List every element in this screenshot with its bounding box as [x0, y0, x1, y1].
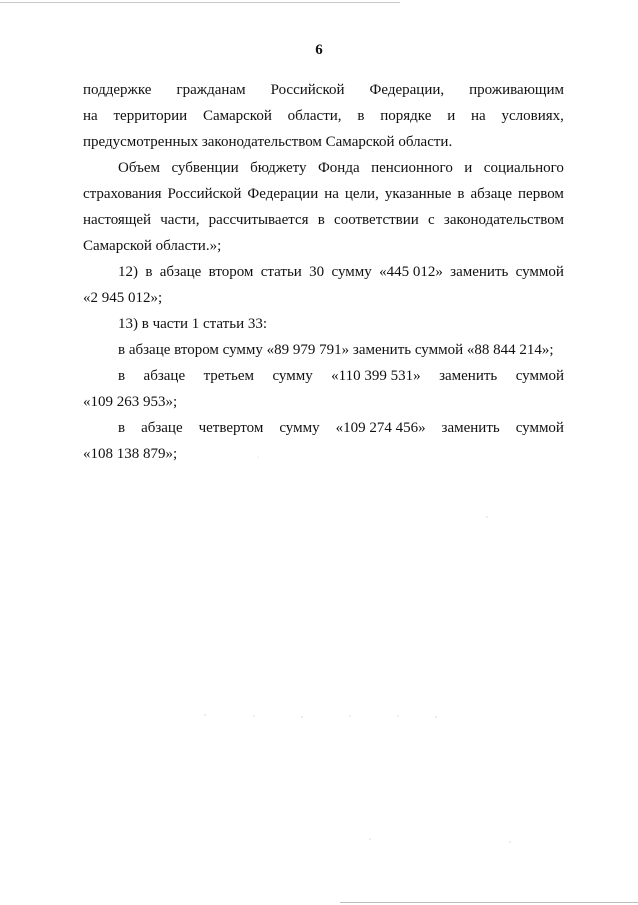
text-line: Самарской области.»;	[83, 238, 222, 254]
paragraph	[83, 415, 564, 467]
word: в	[145, 264, 153, 280]
word: абзаце	[159, 264, 202, 280]
word: Российской	[270, 82, 345, 98]
word: Фонда	[317, 160, 360, 176]
word: суммой	[515, 368, 564, 384]
word: законодательством	[443, 212, 564, 228]
text-line: 13) в части 1 статьи 33:	[118, 316, 268, 332]
word: и	[447, 108, 456, 124]
document-body	[83, 77, 564, 467]
word: «445 012»	[379, 264, 443, 280]
word: с	[428, 212, 435, 228]
text-line: предусмотренных законодательством Самарской области.	[83, 134, 453, 150]
paragraph	[83, 363, 564, 415]
word: настоящей	[83, 212, 152, 228]
paragraph	[83, 77, 564, 155]
word: сумму	[331, 264, 372, 280]
text-line	[83, 207, 564, 233]
word: субвенции	[171, 160, 239, 176]
word: и	[464, 160, 473, 176]
word: цели,	[344, 186, 379, 202]
word: в	[317, 212, 325, 228]
word: суммой	[515, 420, 564, 436]
scan-edge-top	[0, 2, 400, 3]
word: на	[83, 108, 98, 124]
page-number: 6	[315, 42, 323, 58]
word: Российской	[167, 186, 242, 202]
text-line	[83, 77, 564, 103]
word: поддержке	[83, 82, 152, 98]
word: абзаце	[141, 420, 183, 436]
word: заменить	[439, 368, 498, 384]
word: бюджету	[250, 160, 307, 176]
text-line: в абзаце втором сумму «89 979 791» заменить суммой «88 844 214»;	[118, 342, 554, 358]
word: сумму	[272, 368, 313, 384]
text-line	[83, 155, 564, 181]
word: указанные	[384, 186, 452, 202]
paragraph	[83, 259, 564, 311]
word: в	[357, 108, 365, 124]
text-line: «2 945 012»;	[83, 290, 163, 306]
word: «110 399 531»	[331, 368, 421, 384]
word: рассчитывается	[208, 212, 309, 228]
word: на	[471, 108, 486, 124]
word: абзаце	[143, 368, 186, 384]
text-line	[83, 363, 564, 389]
word: первом	[518, 186, 564, 202]
word: заменить	[441, 420, 500, 436]
word: «109 274 456»	[335, 420, 426, 436]
word: области,	[287, 108, 342, 124]
word: порядке	[380, 108, 432, 124]
word: Федерации,	[369, 82, 445, 98]
word: части,	[160, 212, 200, 228]
word: гражданам	[176, 82, 246, 98]
word: социального	[483, 160, 564, 176]
paragraph	[83, 337, 564, 363]
word: проживающим	[469, 82, 564, 98]
word: на	[324, 186, 339, 202]
word: заменить	[450, 264, 509, 280]
text-line	[83, 181, 564, 207]
word: четвертом	[198, 420, 264, 436]
word: в	[118, 420, 126, 436]
word: Самарской	[202, 108, 272, 124]
text-line	[83, 259, 564, 285]
word: в	[118, 368, 126, 384]
word: Федерации	[247, 186, 319, 202]
word: третьем	[203, 368, 255, 384]
word: втором	[208, 264, 254, 280]
paragraph	[83, 155, 564, 259]
word: соответствии	[334, 212, 419, 228]
paragraph	[83, 311, 564, 337]
text-line	[83, 103, 564, 129]
word: 30	[309, 264, 325, 280]
word: 12)	[118, 264, 138, 280]
word: суммой	[515, 264, 564, 280]
word: статьи	[260, 264, 302, 280]
word: сумму	[279, 420, 320, 436]
scan-edge-bottom	[340, 902, 638, 903]
word: территории	[113, 108, 188, 124]
word: страхования	[83, 186, 162, 202]
text-line: «108 138 879»;	[83, 446, 178, 462]
word: пенсионного	[371, 160, 453, 176]
word: абзаце	[470, 186, 513, 202]
text-line: «109 263 953»;	[83, 394, 178, 410]
word: условиях,	[501, 108, 564, 124]
text-line	[83, 415, 564, 441]
word: в	[457, 186, 465, 202]
word: Объем	[118, 160, 160, 176]
